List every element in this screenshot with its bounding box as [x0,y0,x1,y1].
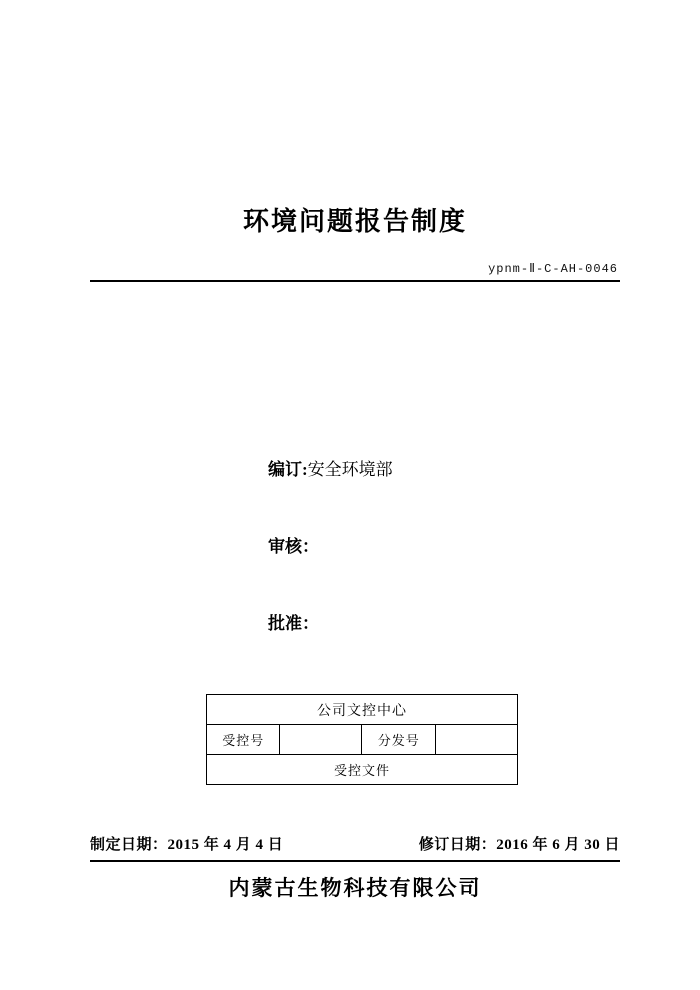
document-control-table [206,694,518,785]
title-divider [90,280,620,282]
company-name: 内蒙古生物科技有限公司 [228,876,482,900]
control-table-header: 公司文控中心 [207,695,518,725]
created-date-value: 2015 年 4 月 4 日 [167,837,284,853]
document-code: ypnm-Ⅱ-C-AH-0046 [488,261,618,276]
page-title: 环境问题报告制度 [242,207,467,236]
signature-label-editor: 编订: [268,460,308,479]
dates-divider [90,860,620,862]
control-table-footer: 受控文件 [207,755,518,785]
distribution-number-value [435,725,517,755]
table-row [207,755,518,785]
signature-row-reviewer [0,532,700,557]
revised-date-label: 修订日期： [418,837,497,853]
table-row [207,725,518,755]
created-date [90,833,283,854]
created-date-label: 制定日期： [90,837,168,853]
title-block [90,205,620,282]
control-number-value [280,725,362,755]
signature-row-editor [0,455,700,480]
signature-label-approver: 批准： [268,614,319,633]
revised-date-value: 2016 年 6 月 30 日 [496,837,620,853]
dates-row [90,833,620,854]
signature-label-reviewer: 审核： [268,537,319,556]
signature-area [0,455,700,686]
revised-date [419,833,620,854]
table-row [207,695,518,725]
signature-value-editor: 安全环境部 [307,460,393,479]
signature-row-approver [0,609,700,634]
distribution-number-label: 分发号 [362,725,435,755]
control-number-label: 受控号 [207,725,280,755]
